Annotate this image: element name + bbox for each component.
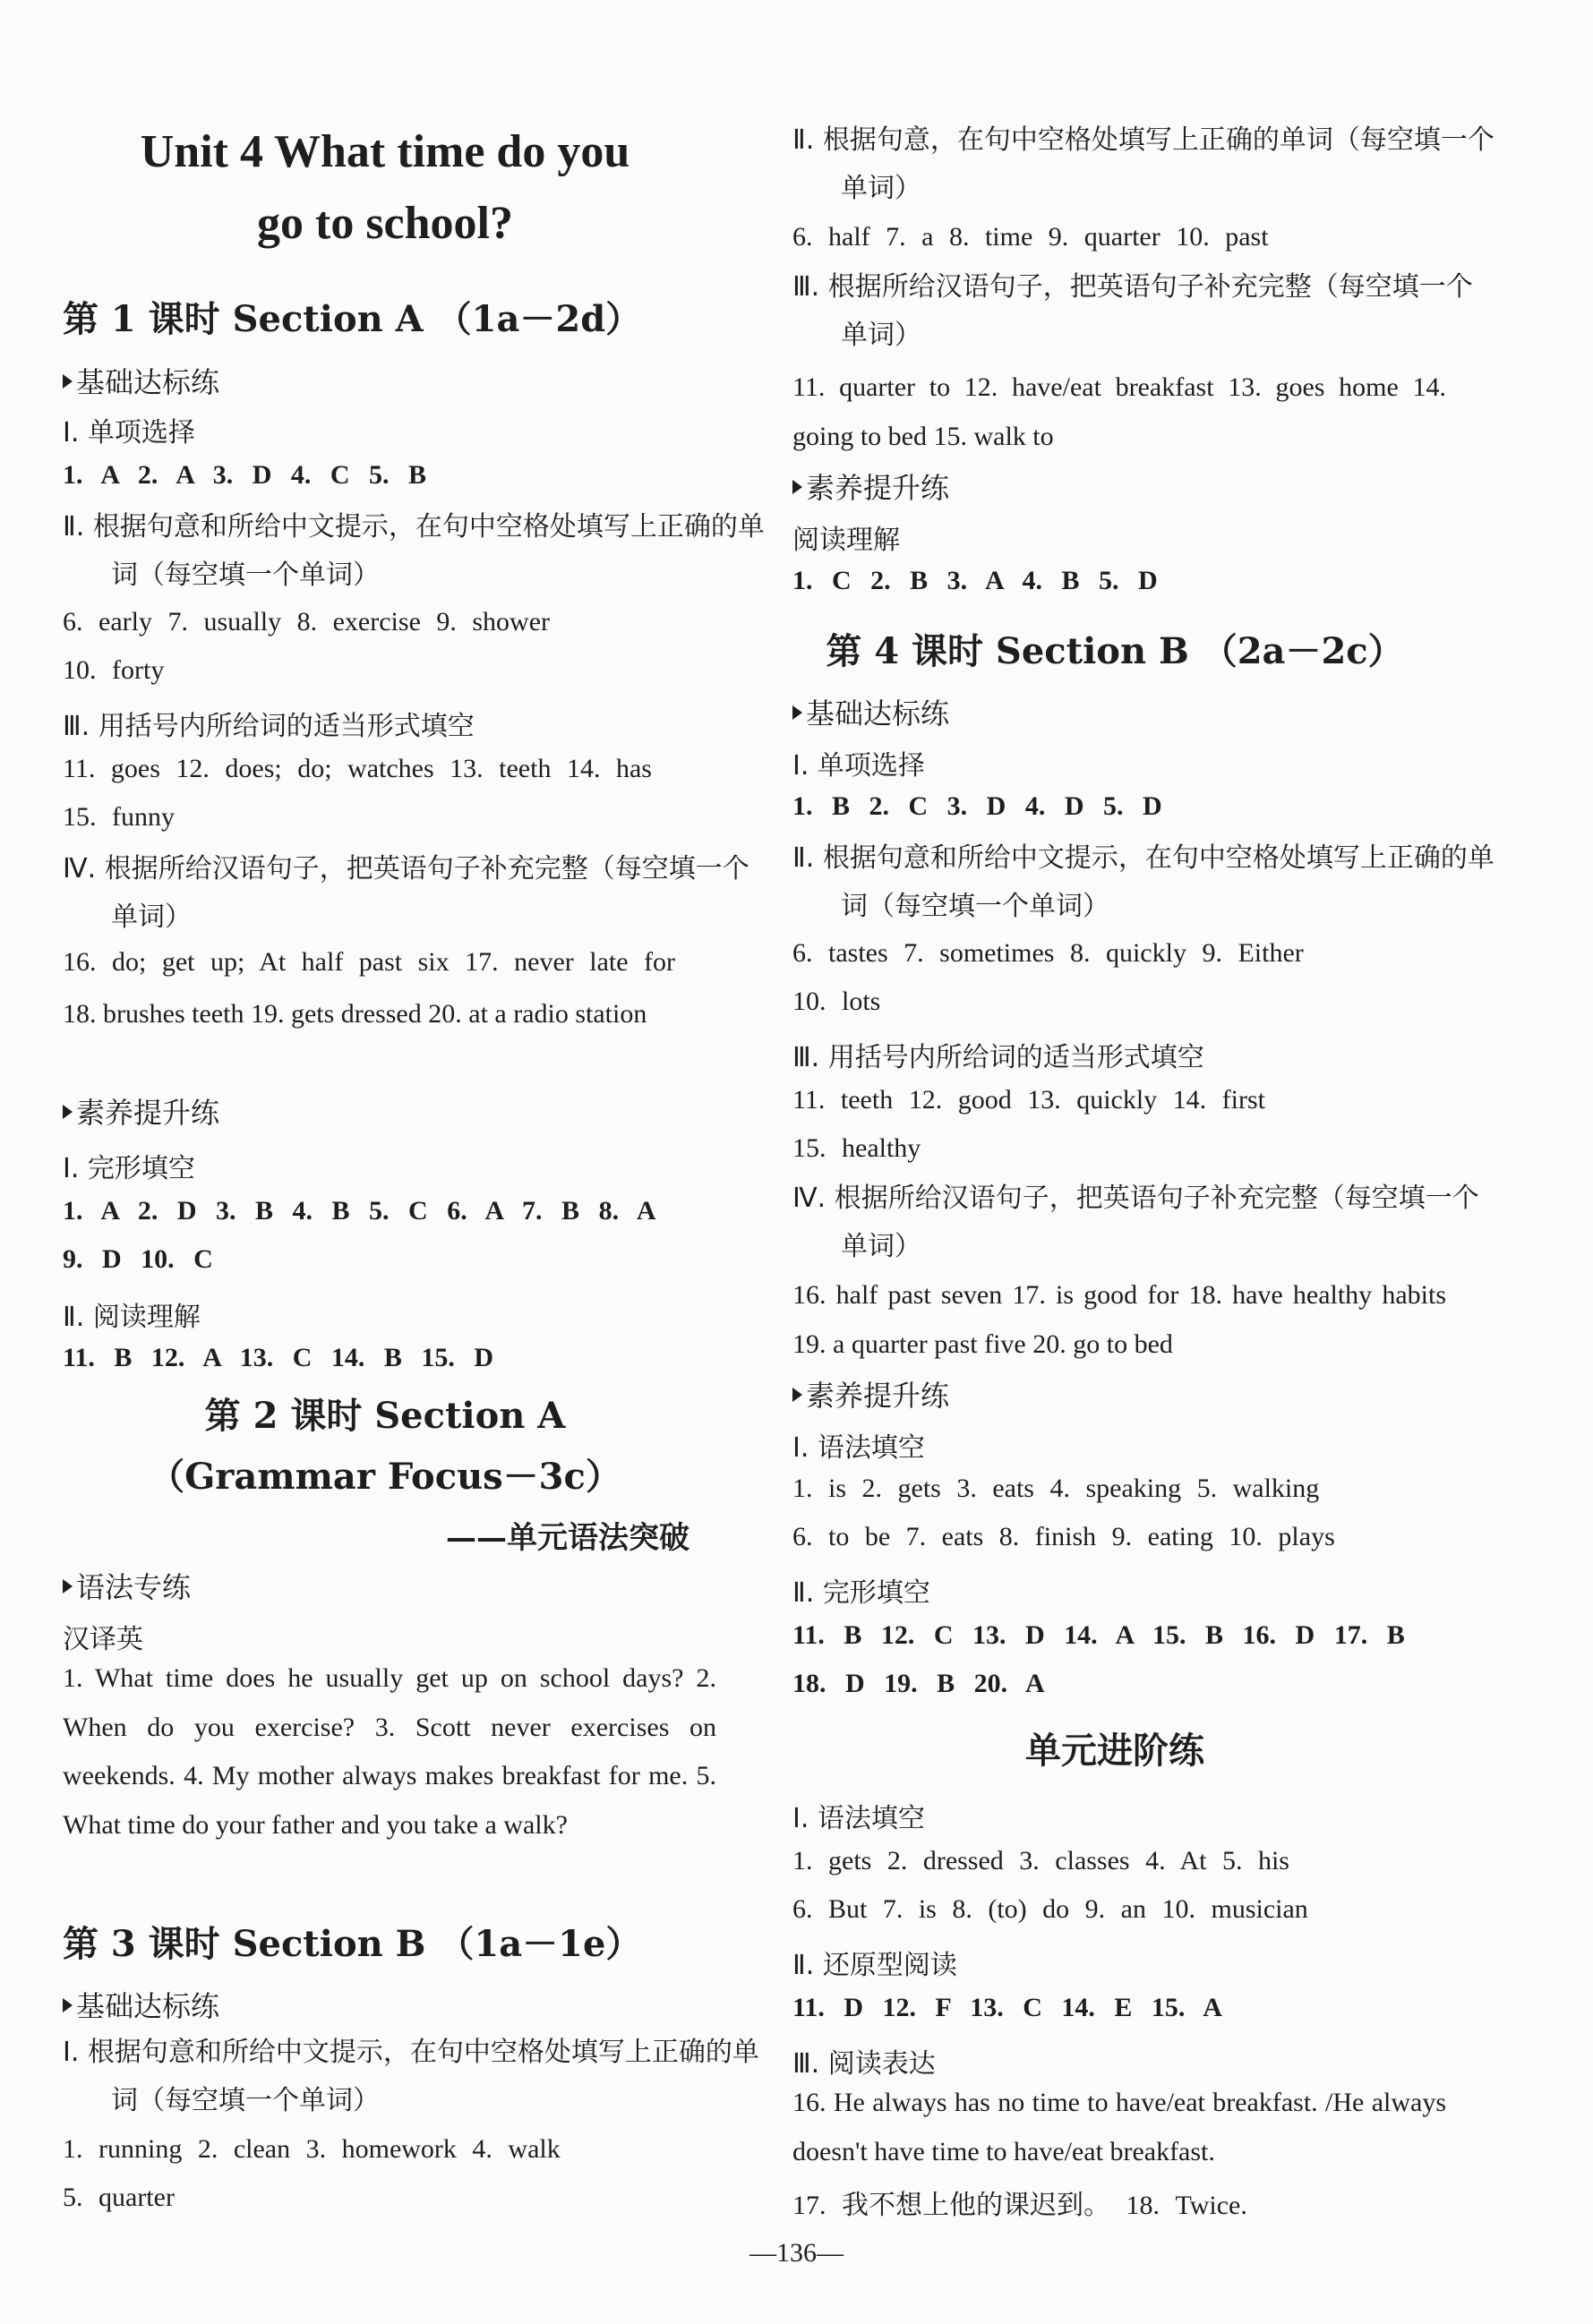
lesson-3-title: 第 3 课时 Section B （1a－1e） (63, 1923, 642, 1965)
section-bar: 基础达标练 (63, 1984, 219, 2025)
lesson-2-tag: ——单元语法突破 (446, 1520, 689, 1556)
answer-line: 11. teeth 12. good 13. quickly 14. first (792, 1085, 1265, 1115)
part-heading: Ⅰ. 单项选择 (63, 417, 195, 449)
answer-line: 10. forty (63, 655, 165, 685)
answer-line: 6. half 7. a 8. time 9. quarter 10. past (792, 222, 1269, 252)
answer-line: 15. funny (63, 802, 175, 832)
part-heading: Ⅲ. 阅读表达 (792, 2048, 936, 2080)
section-bar: 素养提升练 (792, 1373, 949, 1414)
section-bar: 基础达标练 (63, 360, 219, 401)
section-bar: 素养提升练 (792, 466, 949, 507)
page-number: —136— (749, 2238, 844, 2268)
answer-line: 1. running 2. clean 3. homework 4. walk (63, 2134, 561, 2164)
part-heading: Ⅰ. 语法填空 (792, 1803, 925, 1834)
answer-line: 10. lots (792, 987, 881, 1016)
instruction: Ⅱ. 根据句意和所给中文提示，在句中空格处填写上正确的单词（每空填一个单词） (792, 842, 1495, 922)
part-heading: Ⅱ. 还原型阅读 (792, 1950, 957, 1981)
answer-line: 1. is 2. gets 3. eats 4. speaking 5. walking (792, 1474, 1320, 1503)
instruction: Ⅱ. 根据句意和所给中文提示，在句中空格处填写上正确的单词（每空填一个单词） (63, 511, 765, 591)
answer-line: 11. goes 12. does; do; watches 13. teeth 14. has (63, 754, 652, 783)
answer-line: 1. A 2. D 3. B 4. B 5. C 6. A 7. B 8. A (63, 1196, 656, 1226)
part-heading: 汉译英 (63, 1624, 143, 1655)
part-heading: Ⅰ. 语法填空 (792, 1432, 925, 1464)
answer-line: 6. tastes 7. sometimes 8. quickly 9. Either (792, 938, 1304, 968)
part-heading: Ⅲ. 用括号内所给词的适当形式填空 (792, 1042, 1204, 1073)
answer-line: 1. B 2. C 3. D 4. D 5. D (792, 791, 1162, 821)
answer-line: 15. healthy (792, 1133, 921, 1163)
lesson-2-title: 第 2 课时 Section A (204, 1395, 566, 1437)
answer-paragraph: 16. half past seven 17. is good for 18. have healthy habits 19. a quarter past five 20. go to bed (792, 1280, 1446, 1359)
lesson-2-subtitle: （Grammar Focus－3c） (149, 1456, 621, 1498)
unit-title-line2: go to school? (257, 198, 513, 249)
instruction: Ⅳ. 根据所给汉语句子，把英语句子补充完整（每空填一个单词） (63, 853, 749, 933)
part-heading: Ⅰ. 单项选择 (792, 750, 925, 782)
part-heading: Ⅱ. 阅读理解 (63, 1302, 201, 1333)
answer-line: 1. A 2. A 3. D 4. C 5. B (63, 460, 427, 490)
unit-title-line1: Unit 4 What time do you (140, 126, 630, 177)
answer-line: 6. to be 7. eats 8. finish 9. eating 10. plays (792, 1522, 1335, 1551)
answer-line: 17. 我不想上他的课迟到。 18. Twice. (792, 2191, 1247, 2220)
answer-line: 1. C 2. B 3. A 4. B 5. D (792, 566, 1158, 595)
answer-line: 1. gets 2. dressed 3. classes 4. At 5. his (792, 1846, 1289, 1875)
unit-review-title: 单元进阶练 (1025, 1730, 1204, 1772)
part-heading: Ⅱ. 完形填空 (792, 1577, 930, 1609)
answer-line: 5. quarter (63, 2183, 175, 2212)
lesson-1-title: 第 1 课时 Section A （1a－2d） (63, 298, 642, 340)
section-bar: 基础达标练 (792, 691, 949, 732)
answer-line: 9. D 10. C (63, 1244, 213, 1274)
answer-line: 11. D 12. F 13. C 14. E 15. A (792, 1993, 1222, 2022)
answer-paragraph: 18. brushes teeth 19. gets dressed 20. at a radio station (63, 999, 647, 1029)
answer-paragraph: 16. He always has no time to have/eat breakfast. /He always doesn't have time to have/eat breakfast. (792, 2088, 1446, 2166)
answer-line: 16. do; get up; At half past six 17. never late for (63, 947, 676, 977)
answer-line: 6. early 7. usually 8. exercise 9. shower (63, 607, 551, 637)
part-heading: Ⅰ. 完形填空 (63, 1153, 195, 1184)
lesson-4-title: 第 4 课时 Section B （2a－2c） (826, 630, 1404, 672)
part-heading: Ⅲ. 用括号内所给词的适当形式填空 (63, 711, 475, 742)
answer-line: 18. D 19. B 20. A (792, 1669, 1045, 1698)
answer-paragraph: 11. quarter to 12. have/eat breakfast 13. goes home 14. going to bed 15. walk to (792, 372, 1446, 451)
instruction: Ⅲ. 根据所给汉语句子，把英语句子补充完整（每空填一个单词） (792, 271, 1473, 351)
section-bar: 素养提升练 (63, 1090, 219, 1132)
instruction: Ⅰ. 根据句意和所给中文提示，在句中空格处填写上正确的单词（每空填一个单词） (63, 2037, 759, 2116)
answer-paragraph: 1. What time does he usually get up on school days? 2. When do you exercise? 3. Scott never exercises on weekends. 4. My mother always makes breakfast for me. 5. What time do your father and you take a walk? (63, 1663, 716, 1840)
instruction: Ⅳ. 根据所给汉语句子，把英语句子补充完整（每空填一个单词） (792, 1183, 1479, 1262)
part-heading: 阅读理解 (792, 525, 900, 556)
section-bar: 语法专练 (63, 1565, 191, 1606)
answer-line: 11. B 12. C 13. D 14. A 15. B 16. D 17. B (792, 1620, 1405, 1650)
answer-line: 6. But 7. is 8. (to) do 9. an 10. musician (792, 1894, 1308, 1924)
answer-line: 11. B 12. A 13. C 14. B 15. D (63, 1343, 494, 1372)
instruction: Ⅱ. 根据句意，在句中空格处填写上正确的单词（每空填一个单词） (792, 124, 1495, 204)
